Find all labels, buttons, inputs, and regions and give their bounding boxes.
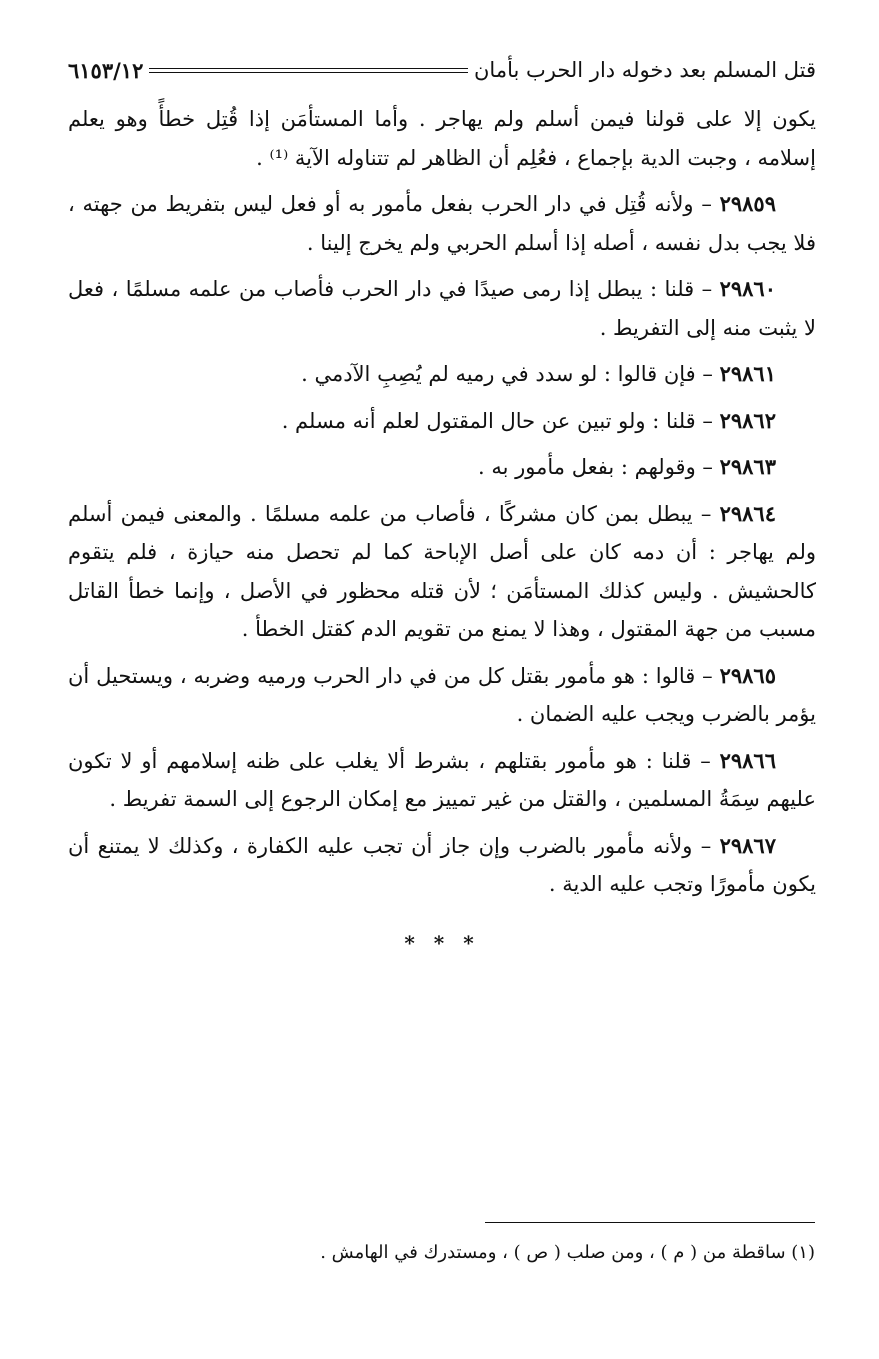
paragraph	[68, 657, 816, 734]
paragraph	[68, 355, 816, 394]
footnote: (١) ساقطة من ( م ) ، ومن صلب ( ص ) ، ومستدرك في الهامش .	[320, 1242, 815, 1263]
header-title: قتل المسلم بعد دخوله دار الحرب بأمان	[474, 58, 816, 82]
paragraph	[68, 185, 816, 262]
paragraph	[68, 100, 816, 177]
paragraph	[68, 402, 816, 441]
paragraph-number: ٢٩٨٦٤	[719, 500, 776, 526]
paragraph	[68, 448, 816, 487]
paragraph-text: – ولأنه مأمور بالضرب وإن جاز أن تجب عليه الكفارة ، وكذلك لا يمتنع أن يكون مأمورًا وتجب عليه الدية .	[68, 833, 816, 896]
paragraph-text: – فإن قالوا : لو سدد في رميه لم يُصِبِ الآدمي .	[301, 362, 713, 386]
running-header	[68, 50, 816, 90]
page-number: ٦١٥٣/١٢	[68, 57, 144, 83]
paragraph-text: – قالوا : هو مأمور بقتل كل من في دار الحرب ورميه وضربه ، ويستحيل أن يؤمر بالضرب ويجب عليه الضمان .	[68, 663, 816, 726]
paragraph-number: ٢٩٨٦٠	[719, 276, 776, 301]
paragraph-text: – وقولهم : بفعل مأمور به .	[478, 455, 713, 479]
section-separator: * * *	[404, 930, 480, 955]
paragraph-number: ٢٩٨٥٩	[719, 191, 776, 216]
header-rule	[149, 68, 468, 73]
paragraph-number: ٢٩٨٦١	[719, 361, 776, 386]
paragraph-number: ٢٩٨٦٦	[719, 747, 776, 773]
paragraph-text: – يبطل بمن كان مشركًا ، فأصاب من علمه مسلمًا . والمعنى فيمن أسلم ولم يهاجر : أن دمه كان على أصل الإباحة كما لم تحصل منه حيازة ، فلم يتقوم كالحشيش . وليس كذلك المستأمَن ؛ لأن قتله محظور في الأصل ، وإنما خطأ القاتل مسبب من جهة المقتول ، وهذا لا يمنع من تقويم الدم كقتل الخطأ .	[68, 501, 816, 641]
body-text	[68, 100, 816, 962]
paragraph-number: ٢٩٨٦٧	[719, 832, 776, 858]
paragraph-text: – قلنا : يبطل إذا رمى صيدًا في دار الحرب فأصاب من علمه مسلمًا ، فعل لا يثبت منه إلى التفريط .	[68, 277, 816, 340]
paragraph-text: – قلنا : هو مأمور بقتلهم ، بشرط ألا يغلب على ظنه إسلامهم أو لا تكون عليهم سِمَةُ المسلمين ، والقتل من غير تمييز مع إمكان الرجوع إلى السمة تفريط .	[68, 748, 816, 811]
paragraph-number: ٢٩٨٦٢	[719, 407, 776, 433]
paragraph	[68, 827, 816, 904]
paragraph-text: – ولأنه قُتِل في دار الحرب بفعل مأمور به أو فعل ليس بتفريط من جهته ، فلا يجب بدل نفسه ، أصله إذا أسلم الحربي ولم يخرج إلينا .	[68, 192, 816, 255]
paragraph-number: ٢٩٨٦٥	[719, 662, 776, 688]
document-page	[68, 50, 816, 962]
paragraph	[68, 742, 816, 819]
paragraph-number: ٢٩٨٦٣	[719, 454, 776, 479]
paragraph-text: – قلنا : ولو تبين عن حال المقتول لعلم أنه مسلم .	[281, 408, 713, 433]
paragraph	[68, 495, 816, 649]
paragraph-text: يكون إلا على قولنا فيمن أسلم ولم يهاجر . وأما المستأمَن إذا قُتِل خطأً وهو يعلم إسلامه ، وجبت الدية بإجماع ، فعُلِم أن الظاهر لم تتناوله الآية ⁽¹⁾ .	[68, 107, 816, 170]
footnote-rule	[485, 1222, 815, 1223]
paragraph	[68, 270, 816, 347]
